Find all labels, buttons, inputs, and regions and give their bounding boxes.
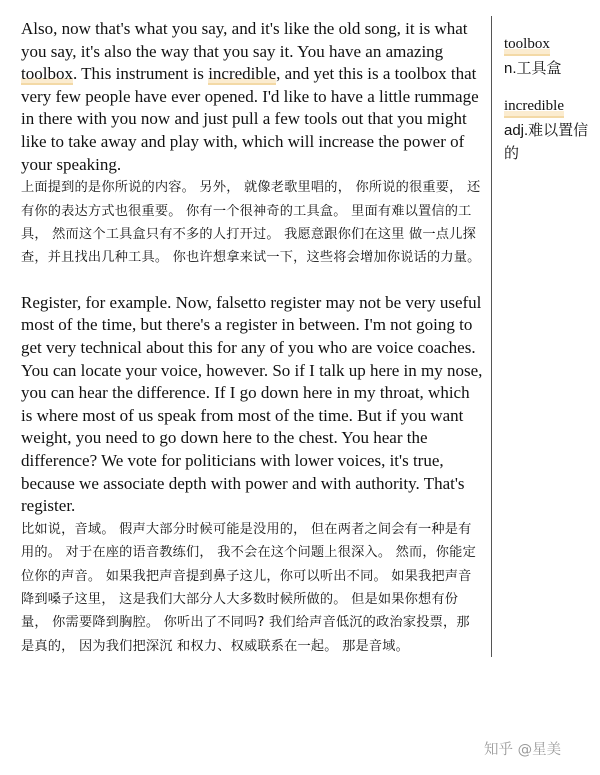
watermark: 知乎 @星美 [484, 742, 562, 758]
passage-1-text-b: . This instrument is [72, 64, 209, 84]
paragraph-gap [21, 270, 483, 292]
passage-1-chinese: 上面提到的是你所说的内容。 另外， 就像老歌里唱的， 你所说的很重要， 还有你的表达方式也很重要。 你有一个很神奇的工具盒。 里面有难以置信的工具， 然而这个工具盒只有不多的人打开过。 我愿意跟你们在这里 做一点儿探查，并且找出几种工具。 你也许想拿来试一下，这些将会增加你说话的力量。 [21, 180, 481, 266]
passage-1-text-c: , and yet this is a toolbox that very few people have ever opened. I'd like to have a little rummage in there with you now and just pull a few tools out that you might like to take away and play with, which will increase the power of your speaking. [21, 64, 479, 174]
glossary-sidebar [504, 34, 596, 165]
passage-2-chinese: 比如说，音域。 假声大部分时候可能是没用的， 但在两者之间会有一种是有用的。 对于在座的语音教练们， 我不会在这个问题上很深入。 然而，你能定位你的声音。 如果我把声音提到鼻子这儿，你可以听出不同。 如果我把声音降到嗓子这里， 这是我们大部分人大多数时候所做的。 但是如果你想有份量， 你需要降到胸腔。 你听出了不同吗? 我们给声音低沉的政治家投票，那是真的， 因为我们把深沉 和权力、权威联系在一起。 那是音域。 [21, 521, 476, 654]
passage-1-text-a: Also, now that's what you say, and it's like the old song, it is what you say, it's also the way that you say it. You have an amazing [21, 19, 468, 61]
glossary-term: incredible [504, 96, 564, 118]
margin-divider [491, 16, 492, 657]
glossary-entry [504, 96, 596, 165]
passage-1-english [21, 18, 483, 176]
glossary-entry [504, 34, 596, 80]
glossary-term: toolbox [504, 34, 550, 56]
highlight-toolbox: toolbox [21, 64, 73, 84]
passage-2-english: Register, for example. Now, falsetto register may not be very useful most of the time, but there's a register in between. I'm not going to get very technical about this for any of you who are voice coaches. You can locate your voice, however. So if I talk up here in my nose, you can hear the difference. If I go down here in my throat, which is where most of us speak from most of the time. But if you want weight, you need to go down here to the chest. You hear the difference? We vote for politicians with lower voices, it's true, because we associate depth with power and with authority. That's register. [21, 292, 483, 516]
glossary-definition: adj.难以置信的 [504, 122, 589, 162]
article-body [21, 18, 483, 658]
highlight-incredible: incredible [208, 64, 277, 84]
glossary-definition: n.工具盒 [504, 60, 562, 77]
